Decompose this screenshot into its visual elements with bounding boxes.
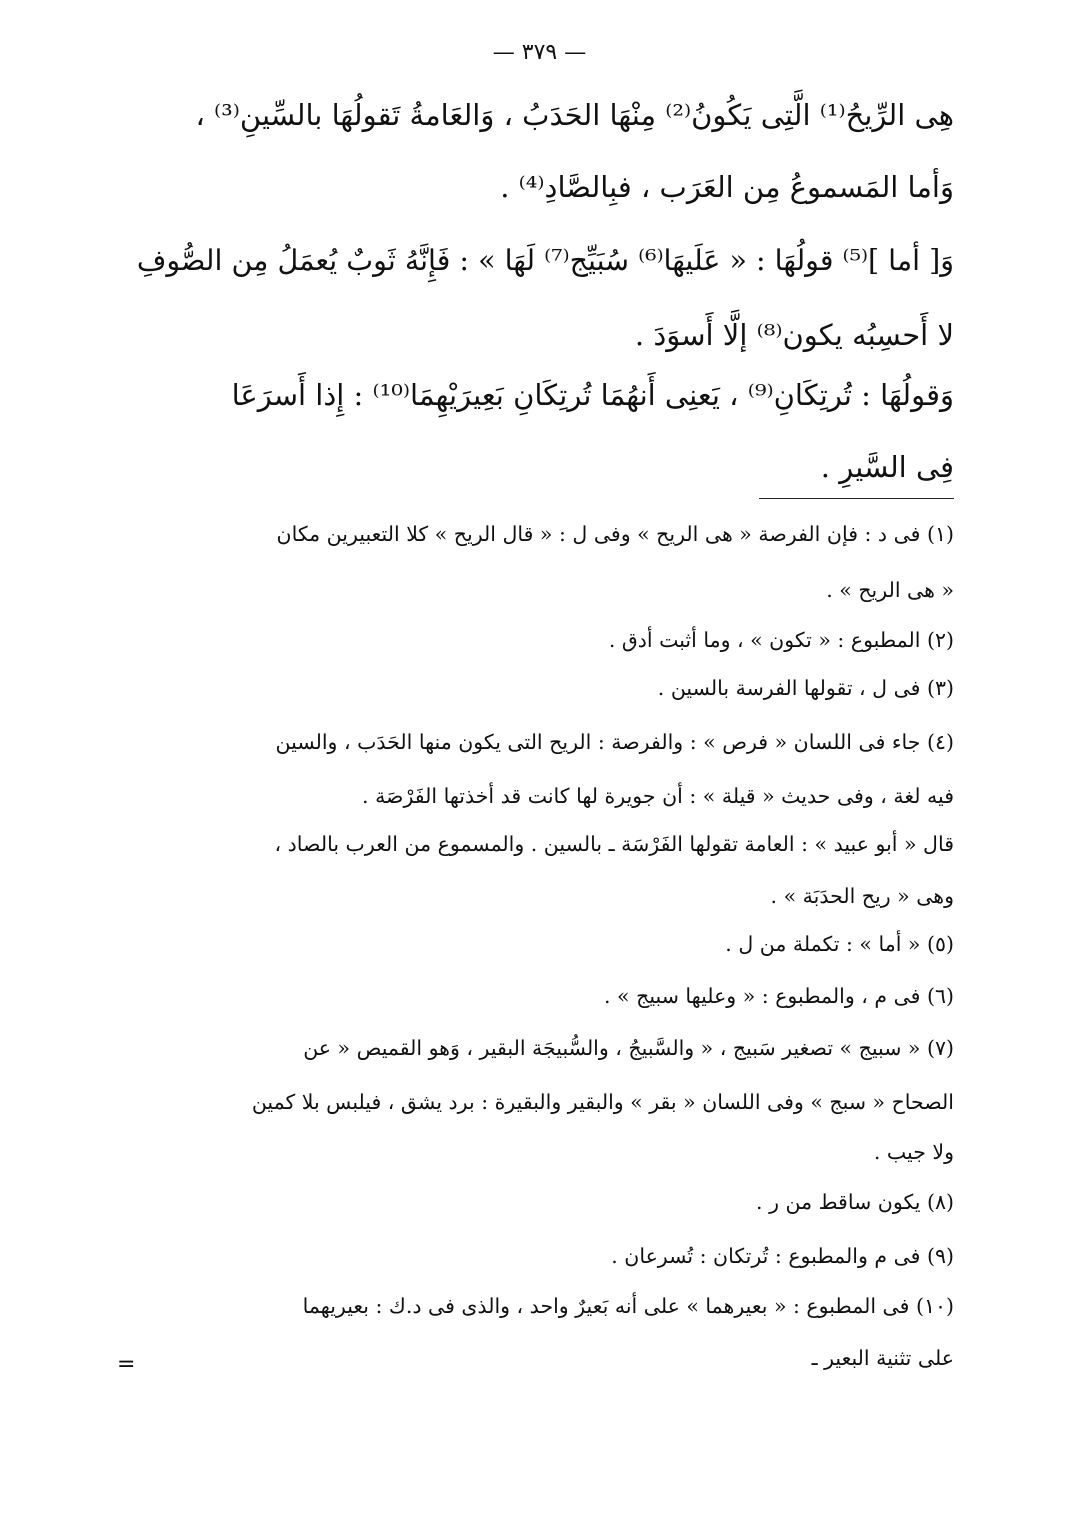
footnote-line: (٥) « أما » : تكملة من ل .	[725, 932, 954, 956]
footnote-line: (٩) فى م والمطبوع : تُرتكان : تُسرعان .	[611, 1244, 954, 1268]
footnote-line: وهى « ريح الحدَبَة » .	[770, 884, 954, 908]
footnote-line: (٢) المطبوع : « تكون » ، وما أثبت أدق .	[608, 628, 954, 652]
footnote-line: (٦) فى م ، والمطبوع : « وعليها سبيج » .	[604, 984, 954, 1008]
main-text-line: هِى الرِّيحُ⁽¹⁾ الَّتِى يَكُونُ⁽²⁾ مِنْهَا الحَدَبُ ، وَالعَامةُ تَقولُهَا بالسِّينِ⁽³⁾ ،	[195, 98, 954, 132]
footnote-line: فيه لغة ، وفى حديث « قيلة » : أن جويرة لها كانت قد أخذتها الفَرْصَة .	[362, 784, 954, 808]
main-text-line: وَ[ أما ]⁽⁵⁾ قولُهَا : « عَلَيهَا⁽⁶⁾ سُبَيِّج⁽⁷⁾ لَهَا » : فَإِنَّهُ ثَوبٌ يُعمَلُ مِن الصُّوفِ	[136, 244, 954, 277]
footnote-line: (٨) يكون ساقط من ر .	[756, 1190, 954, 1214]
footnote-line: (١) فى د : فإن الفرصة « هى الريح » وفى ل : « قال الريح » كلا التعبيرين مكان	[276, 522, 954, 546]
footnote-separator	[759, 498, 954, 499]
footnote-line: « هى الريح » .	[826, 578, 954, 602]
main-text-line: لا أَحسِبُه يكون⁽⁸⁾ إلَّا أَسوَدَ .	[634, 318, 954, 352]
footnote-line: الصحاح « سبج » وفى اللسان « بقر » والبقير والبقيرة : برد يشق ، فيلبس بلا كمين	[251, 1090, 954, 1114]
footnote-line: قال « أبو عبيد » : العامة تقولها الفَرْسَة ـ بالسين . والمسموع من العرب بالصاد ،	[274, 832, 954, 856]
main-text-line: فِى السَّيرِ .	[820, 450, 954, 484]
main-text-line: وَقولُهَا : تُرتِكَانِ⁽⁹⁾ ، يَعنِى أَنهُمَا تُرتِكَانِ بَعِيرَيْهِمَا⁽¹⁰⁾ : إِذا أَسرَعَا	[231, 378, 954, 412]
page-number: — ٣٧٩ —	[492, 40, 587, 65]
continuation-mark: =	[117, 1352, 136, 1377]
footnote-line: (١٠) فى المطبوع : « بعيرهما » على أنه بَعيرٌ واحد ، والذى فى د.ك : بعيريهما	[302, 1294, 954, 1318]
footnote-line: ولا جيب .	[873, 1140, 954, 1164]
footnote-line: (٣) فى ل ، تقولها الفرسة بالسين .	[657, 676, 954, 700]
footnote-line: (٧) « سبيج » تصغير سَبيج ، « والسَّبيجُ ، والسُّبيجَة البقير ، وَهو القميص « عن	[303, 1036, 954, 1060]
footnote-line: على تثنية البعير ـ	[811, 1346, 954, 1370]
footnote-line: (٤) جاء فى اللسان « فرص » : والفرصة : الريح التى يكون منها الحَدَب ، والسين	[275, 730, 954, 754]
main-text-line: وَأما المَسموعُ مِن العَرَب ، فبِالصَّادِ⁽⁴⁾ .	[500, 170, 954, 204]
